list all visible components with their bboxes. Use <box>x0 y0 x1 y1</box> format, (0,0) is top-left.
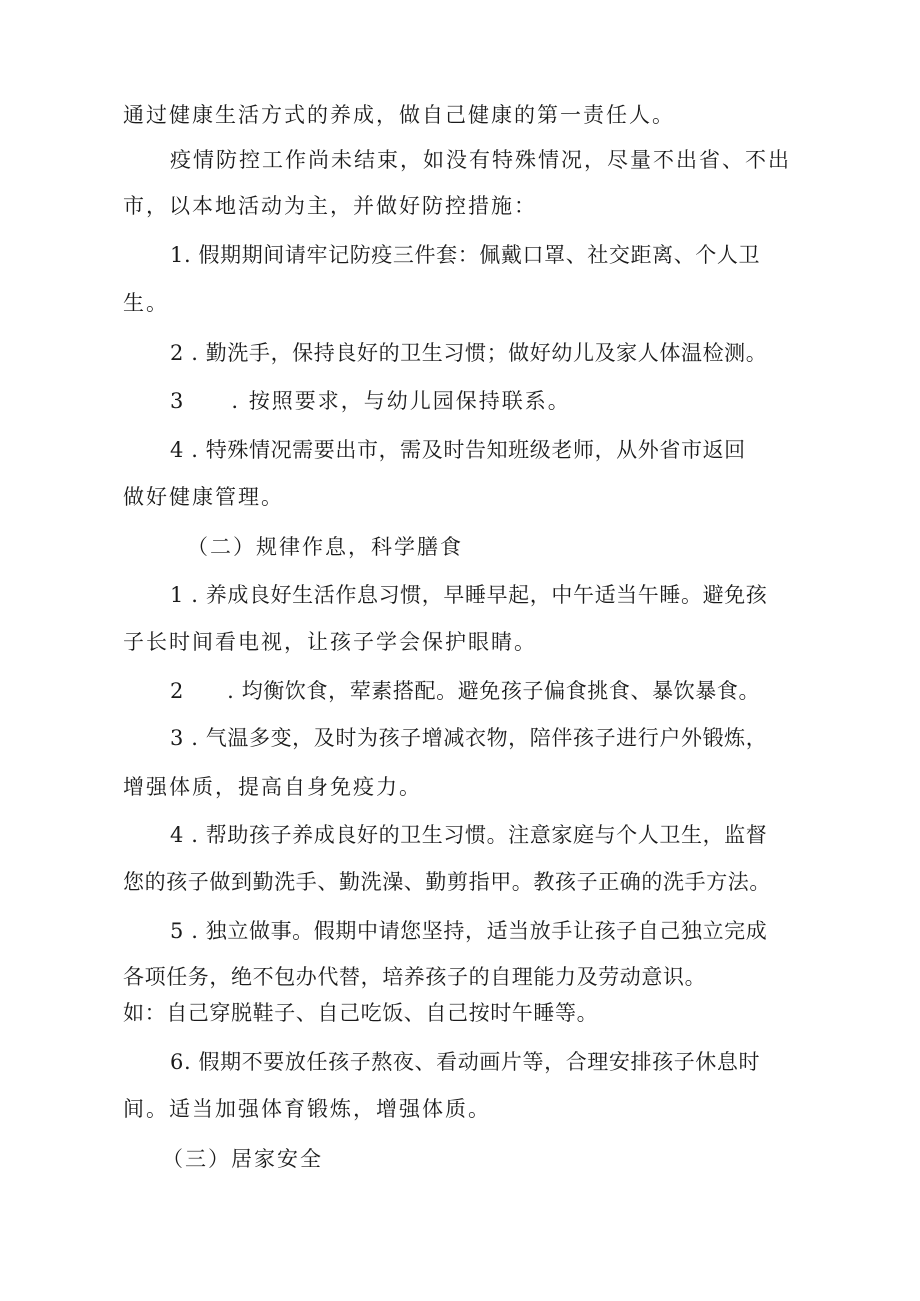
text-line: 子长时间看电视，让孩子学会保护眼睛。 <box>123 630 537 654</box>
text-line: 4 . 帮助孩子养成良好的卫生习惯。注意家庭与个人卫生，监督 <box>170 823 768 847</box>
text-line: 生。 <box>123 291 169 315</box>
section-heading: （二）规律作息，科学膳食 <box>187 535 463 559</box>
text-line: 2 . 勤洗手，保持良好的卫生习惯；做好幼儿及家人体温检测。 <box>170 341 768 365</box>
text-line: 2 . 均衡饮食，荤素搭配。避免孩子偏食挑食、暴饮暴食。 <box>170 679 761 703</box>
text-line: 3 . 按照要求，与幼儿园保持联系。 <box>170 389 571 413</box>
text-line: 1. 假期期间请牢记防疫三件套：佩戴口罩、社交距离、个人卫 <box>170 243 761 267</box>
text-line: 通过健康生活方式的养成，做自己健康的第一责任人。 <box>123 103 675 127</box>
text-line: 1 . 养成良好生活作息习惯，早睡早起，中午适当午睡。避免孩 <box>170 583 768 607</box>
section-heading: （三）居家安全 <box>162 1147 323 1171</box>
text-line: 您的孩子做到勤洗手、勤洗澡、勤剪指甲。教孩子正确的洗手方法。 <box>123 870 771 894</box>
text-line: 3 . 气温多变，及时为孩子增减衣物，陪伴孩子进行户外锻炼， <box>170 726 768 750</box>
text-line: 各项任务，绝不包办代替，培养孩子的自理能力及劳动意识。 <box>123 965 707 989</box>
text-line: 间。适当加强体育锻炼，增强体质。 <box>123 1097 491 1121</box>
text-line: 做好健康管理。 <box>123 485 284 509</box>
text-line: 6. 假期不要放任孩子熬夜、看动画片等，合理安排孩子休息时 <box>170 1050 761 1074</box>
text-line: 5 . 独立做事。假期中请您坚持，适当放手让孩子自己独立完成 <box>170 919 768 943</box>
text-line: 4 . 特殊情况需要出市，需及时告知班级老师，从外省市返回 <box>170 438 746 462</box>
text-line: 如：自己穿脱鞋子、自己吃饭、自己按时午睡等。 <box>123 1001 599 1025</box>
text-line: 市，以本地活动为主，并做好防控措施： <box>123 194 537 218</box>
text-line: 增强体质，提高自身免疫力。 <box>123 775 422 799</box>
text-line: 疫情防控工作尚未结束，如没有特殊情况，尽量不出省、不出 <box>170 148 791 172</box>
